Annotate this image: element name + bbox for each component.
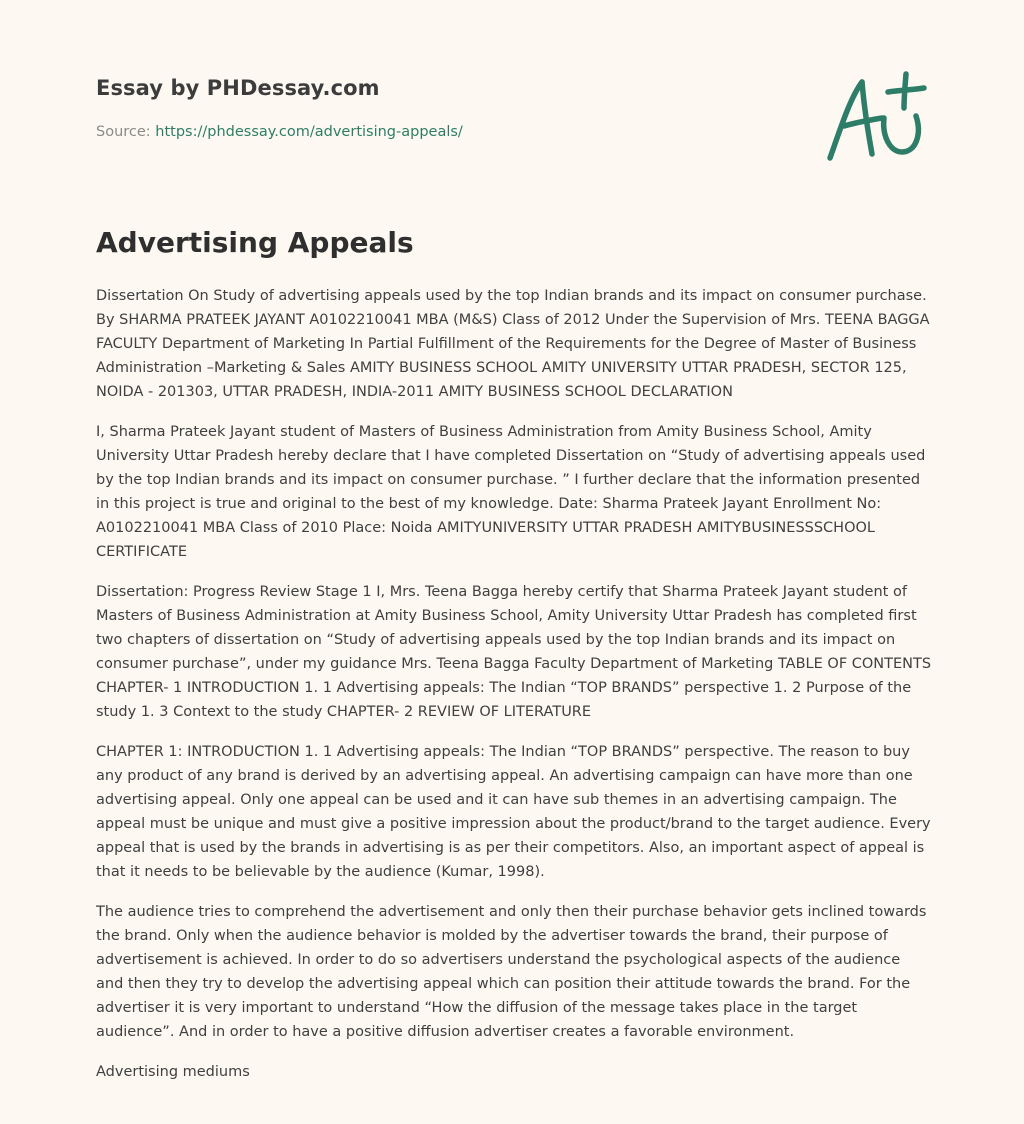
source-line (96, 124, 463, 140)
site-title: Essay by PHDessay.com (96, 76, 380, 100)
essay-title: Advertising Appeals (96, 226, 414, 259)
a-plus-logo-svg (824, 68, 928, 164)
section-subheading: Advertising mediums (96, 1064, 250, 1080)
essay-paragraph: I, Sharma Prateek Jayant student of Masters of Business Administration from Amity Business School, Amity University Uttar Pradesh hereby declare that I have completed Dissertation on “Study of advertising appeals used by the top Indian brands and its impact on consumer purchase. ” I further declare that the information presented in this project is true and original to the best of my knowledge. Date: Sharma Prateek Jayant Enrollment No: A0102210041 MBA Class of 2010 Place: Noida AMITYUNIVERSITY UTTAR PRADESH AMITYBUSINESSSCHOOL CERTIFICATE (96, 424, 926, 560)
essay-paragraph: The audience tries to comprehend the advertisement and only then their purchase behavior gets inclined towards the brand. Only when the audience behavior is molded by the advertiser towards the brand, their purpose of advertisement is achieved. In order to do so advertisers understand the psychological aspects of the audience and then they try to develop the advertising appeal which can position their attitude towards the brand. For the advertiser it is very important to understand “How the diffusion of the message takes place in the target audience”. And in order to have a positive diffusion advertiser creates a favorable environment. (96, 904, 927, 1040)
source-link[interactable]: https://phdessay.com/advertising-appeals/ (155, 124, 463, 140)
a-plus-grade-icon (824, 68, 928, 164)
source-label: Source: (96, 124, 151, 140)
essay-paragraph: Dissertation: Progress Review Stage 1 I, Mrs. Teena Bagga hereby certify that Sharma Prateek Jayant student of Masters of Business Administration at Amity Business School, Amity University Uttar Pradesh has completed first two chapters of dissertation on “Study of advertising appeals used by the top Indian brands and its impact on consumer purchase”, under my guidance Mrs. Teena Bagga Faculty Department of Marketing TABLE OF CONTENTS CHAPTER- 1 INTRODUCTION 1. 1 Advertising appeals: The Indian “TOP BRANDS” perspective 1. 2 Purpose of the study 1. 3 Context to the study CHAPTER- 2 REVIEW OF LITERATURE (96, 584, 932, 720)
essay-body (96, 284, 932, 1100)
essay-paragraph: CHAPTER 1: INTRODUCTION 1. 1 Advertising appeals: The Indian “TOP BRANDS” perspective. The reason to buy any product of any brand is derived by an advertising appeal. An advertising campaign can have more than one advertising appeal. Only one appeal can be used and it can have sub themes in an advertising campaign. The appeal must be unique and must give a positive impression about the product/brand to the target audience. Every appeal that is used by the brands in advertising is as per their competitors. Also, an important aspect of appeal is that it needs to be believable by the audience (Kumar, 1998). (96, 744, 931, 880)
essay-paragraph: Dissertation On Study of advertising appeals used by the top Indian brands and its impact on consumer purchase. By SHARMA PRATEEK JAYANT A0102210041 MBA (M&S) Class of 2012 Under the Supervision of Mrs. TEENA BAGGA FACULTY Department of Marketing In Partial Fulfillment of the Requirements for the Degree of Master of Business Administration –Marketing & Sales AMITY BUSINESS SCHOOL AMITY UNIVERSITY UTTAR PRADESH, SECTOR 125, NOIDA - 201303, UTTAR PRADESH, INDIA-2011 AMITY BUSINESS SCHOOL DECLARATION (96, 288, 930, 400)
